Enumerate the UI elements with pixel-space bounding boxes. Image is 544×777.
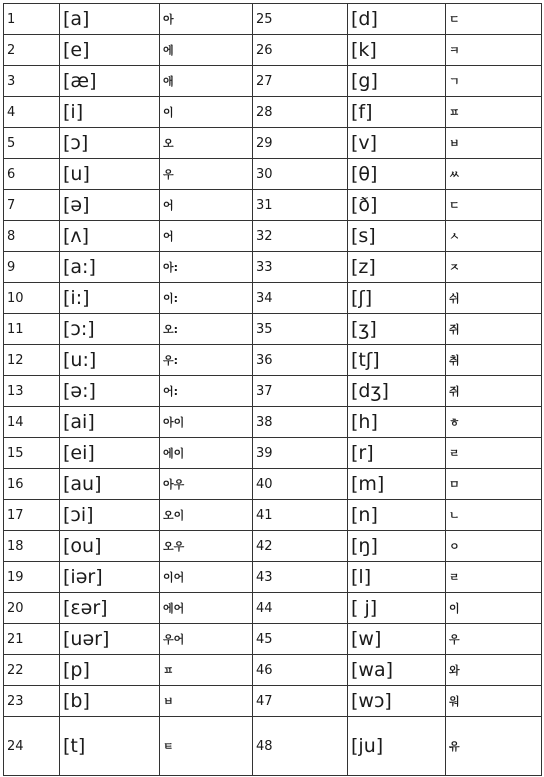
korean-reading: 애 bbox=[160, 66, 253, 97]
entry-number: 44 bbox=[253, 593, 348, 624]
ipa-symbol: [ɔ:] bbox=[60, 314, 160, 345]
korean-reading: 에이 bbox=[160, 438, 253, 469]
entry-number: 10 bbox=[4, 283, 60, 314]
entry-number: 23 bbox=[4, 686, 60, 717]
table-row bbox=[4, 500, 542, 531]
korean-reading: 이 bbox=[160, 97, 253, 128]
ipa-symbol: [wɔ] bbox=[348, 686, 446, 717]
table-row bbox=[4, 655, 542, 686]
entry-number: 14 bbox=[4, 407, 60, 438]
korean-reading: 아우 bbox=[160, 469, 253, 500]
korean-reading: 이어 bbox=[160, 562, 253, 593]
ipa-symbol: [i] bbox=[60, 97, 160, 128]
entry-number: 43 bbox=[253, 562, 348, 593]
korean-reading: 아: bbox=[160, 252, 253, 283]
ipa-symbol: [ŋ] bbox=[348, 531, 446, 562]
entry-number: 11 bbox=[4, 314, 60, 345]
korean-reading: ㅎ bbox=[446, 407, 542, 438]
entry-number: 4 bbox=[4, 97, 60, 128]
ipa-symbol: [ʌ] bbox=[60, 221, 160, 252]
entry-number: 30 bbox=[253, 159, 348, 190]
entry-number: 34 bbox=[253, 283, 348, 314]
ipa-symbol: [d] bbox=[348, 4, 446, 35]
korean-reading: 취 bbox=[446, 345, 542, 376]
entry-number: 26 bbox=[253, 35, 348, 66]
korean-reading: 에 bbox=[160, 35, 253, 66]
ipa-symbol: [n] bbox=[348, 500, 446, 531]
entry-number: 29 bbox=[253, 128, 348, 159]
ipa-symbol: [ou] bbox=[60, 531, 160, 562]
entry-number: 40 bbox=[253, 469, 348, 500]
entry-number: 28 bbox=[253, 97, 348, 128]
ipa-symbol: [e] bbox=[60, 35, 160, 66]
korean-reading: ㄴ bbox=[446, 500, 542, 531]
korean-reading: ㅈ bbox=[446, 252, 542, 283]
table-row bbox=[4, 407, 542, 438]
ipa-symbol: [t] bbox=[60, 717, 160, 776]
ipa-symbol: [b] bbox=[60, 686, 160, 717]
ipa-symbol: [iər] bbox=[60, 562, 160, 593]
ipa-symbol: [s] bbox=[348, 221, 446, 252]
table-body bbox=[4, 4, 542, 776]
korean-reading: ㅍ bbox=[446, 97, 542, 128]
korean-reading: ㄷ bbox=[446, 190, 542, 221]
ipa-symbol: [r] bbox=[348, 438, 446, 469]
table-row bbox=[4, 35, 542, 66]
table-row bbox=[4, 376, 542, 407]
entry-number: 2 bbox=[4, 35, 60, 66]
ipa-symbol: [ə] bbox=[60, 190, 160, 221]
table-row bbox=[4, 469, 542, 500]
table-row bbox=[4, 159, 542, 190]
table-row bbox=[4, 283, 542, 314]
table-row bbox=[4, 314, 542, 345]
ipa-symbol: [ɔ] bbox=[60, 128, 160, 159]
entry-number: 5 bbox=[4, 128, 60, 159]
entry-number: 16 bbox=[4, 469, 60, 500]
korean-reading: 에어 bbox=[160, 593, 253, 624]
table-row bbox=[4, 531, 542, 562]
ipa-symbol: [l] bbox=[348, 562, 446, 593]
table-row bbox=[4, 4, 542, 35]
ipa-symbol: [ai] bbox=[60, 407, 160, 438]
ipa-symbol: [ei] bbox=[60, 438, 160, 469]
ipa-symbol: [ju] bbox=[348, 717, 446, 776]
table-row bbox=[4, 221, 542, 252]
korean-reading: ㅅ bbox=[446, 221, 542, 252]
table-row bbox=[4, 128, 542, 159]
entry-number: 25 bbox=[253, 4, 348, 35]
korean-reading: 우: bbox=[160, 345, 253, 376]
entry-number: 33 bbox=[253, 252, 348, 283]
entry-number: 32 bbox=[253, 221, 348, 252]
korean-reading: 쉬 bbox=[446, 283, 542, 314]
table-row bbox=[4, 438, 542, 469]
table-row bbox=[4, 66, 542, 97]
korean-reading: 우 bbox=[446, 624, 542, 655]
korean-reading: 이: bbox=[160, 283, 253, 314]
korean-reading: 어 bbox=[160, 221, 253, 252]
korean-reading: 어 bbox=[160, 190, 253, 221]
entry-number: 31 bbox=[253, 190, 348, 221]
entry-number: 42 bbox=[253, 531, 348, 562]
ipa-symbol: [k] bbox=[348, 35, 446, 66]
korean-reading: 아 bbox=[160, 4, 253, 35]
ipa-symbol: [i:] bbox=[60, 283, 160, 314]
ipa-symbol: [v] bbox=[348, 128, 446, 159]
entry-number: 9 bbox=[4, 252, 60, 283]
ipa-symbol: [ɛər] bbox=[60, 593, 160, 624]
ipa-symbol: [tʃ] bbox=[348, 345, 446, 376]
ipa-symbol: [ð] bbox=[348, 190, 446, 221]
ipa-symbol: [uər] bbox=[60, 624, 160, 655]
korean-reading: 워 bbox=[446, 686, 542, 717]
korean-reading: ㅋ bbox=[446, 35, 542, 66]
ipa-symbol: [ j] bbox=[348, 593, 446, 624]
entry-number: 17 bbox=[4, 500, 60, 531]
ipa-symbol: [θ] bbox=[348, 159, 446, 190]
korean-reading: 오이 bbox=[160, 500, 253, 531]
entry-number: 46 bbox=[253, 655, 348, 686]
entry-number: 1 bbox=[4, 4, 60, 35]
korean-reading: ㅍ bbox=[160, 655, 253, 686]
korean-reading: 오 bbox=[160, 128, 253, 159]
entry-number: 19 bbox=[4, 562, 60, 593]
korean-reading: 유 bbox=[446, 717, 542, 776]
ipa-symbol: [ʒ] bbox=[348, 314, 446, 345]
korean-reading: 쥐 bbox=[446, 376, 542, 407]
korean-reading: ㅂ bbox=[160, 686, 253, 717]
entry-number: 22 bbox=[4, 655, 60, 686]
entry-number: 27 bbox=[253, 66, 348, 97]
table-row bbox=[4, 624, 542, 655]
entry-number: 38 bbox=[253, 407, 348, 438]
ipa-symbol: [ɔi] bbox=[60, 500, 160, 531]
korean-reading: ㅇ bbox=[446, 531, 542, 562]
table-row bbox=[4, 97, 542, 128]
korean-reading: ㄹ bbox=[446, 438, 542, 469]
korean-reading: 우 bbox=[160, 159, 253, 190]
entry-number: 6 bbox=[4, 159, 60, 190]
entry-number: 15 bbox=[4, 438, 60, 469]
entry-number: 12 bbox=[4, 345, 60, 376]
table-row bbox=[4, 593, 542, 624]
korean-reading: ㄱ bbox=[446, 66, 542, 97]
ipa-symbol: [z] bbox=[348, 252, 446, 283]
korean-reading: ㅆ bbox=[446, 159, 542, 190]
korean-reading: 아이 bbox=[160, 407, 253, 438]
entry-number: 47 bbox=[253, 686, 348, 717]
entry-number: 39 bbox=[253, 438, 348, 469]
korean-reading: ㅂ bbox=[446, 128, 542, 159]
entry-number: 8 bbox=[4, 221, 60, 252]
korean-reading: 오우 bbox=[160, 531, 253, 562]
korean-reading: ㄷ bbox=[446, 4, 542, 35]
entry-number: 36 bbox=[253, 345, 348, 376]
table-row bbox=[4, 345, 542, 376]
entry-number: 48 bbox=[253, 717, 348, 776]
entry-number: 45 bbox=[253, 624, 348, 655]
table-row bbox=[4, 190, 542, 221]
korean-reading: 어: bbox=[160, 376, 253, 407]
ipa-symbol: [p] bbox=[60, 655, 160, 686]
korean-reading: ㄹ bbox=[446, 562, 542, 593]
entry-number: 3 bbox=[4, 66, 60, 97]
korean-reading: ㅁ bbox=[446, 469, 542, 500]
ipa-symbol: [m] bbox=[348, 469, 446, 500]
korean-reading: 오: bbox=[160, 314, 253, 345]
table-row bbox=[4, 252, 542, 283]
ipa-symbol: [ʃ] bbox=[348, 283, 446, 314]
ipa-symbol: [f] bbox=[348, 97, 446, 128]
table-row bbox=[4, 562, 542, 593]
entry-number: 13 bbox=[4, 376, 60, 407]
ipa-symbol: [dʒ] bbox=[348, 376, 446, 407]
pronunciation-sheet bbox=[3, 3, 541, 775]
table-row bbox=[4, 686, 542, 717]
korean-reading: 와 bbox=[446, 655, 542, 686]
entry-number: 41 bbox=[253, 500, 348, 531]
table-row bbox=[4, 717, 542, 776]
entry-number: 20 bbox=[4, 593, 60, 624]
ipa-symbol: [æ] bbox=[60, 66, 160, 97]
entry-number: 37 bbox=[253, 376, 348, 407]
entry-number: 7 bbox=[4, 190, 60, 221]
entry-number: 18 bbox=[4, 531, 60, 562]
ipa-symbol: [w] bbox=[348, 624, 446, 655]
ipa-symbol: [h] bbox=[348, 407, 446, 438]
ipa-symbol: [a] bbox=[60, 4, 160, 35]
ipa-symbol: [u:] bbox=[60, 345, 160, 376]
ipa-korean-table bbox=[3, 3, 542, 776]
entry-number: 24 bbox=[4, 717, 60, 776]
ipa-symbol: [u] bbox=[60, 159, 160, 190]
ipa-symbol: [a:] bbox=[60, 252, 160, 283]
ipa-symbol: [ə:] bbox=[60, 376, 160, 407]
korean-reading: 이 bbox=[446, 593, 542, 624]
korean-reading: ㅌ bbox=[160, 717, 253, 776]
ipa-symbol: [wa] bbox=[348, 655, 446, 686]
entry-number: 35 bbox=[253, 314, 348, 345]
entry-number: 21 bbox=[4, 624, 60, 655]
korean-reading: 우어 bbox=[160, 624, 253, 655]
ipa-symbol: [au] bbox=[60, 469, 160, 500]
ipa-symbol: [g] bbox=[348, 66, 446, 97]
korean-reading: 쥐 bbox=[446, 314, 542, 345]
